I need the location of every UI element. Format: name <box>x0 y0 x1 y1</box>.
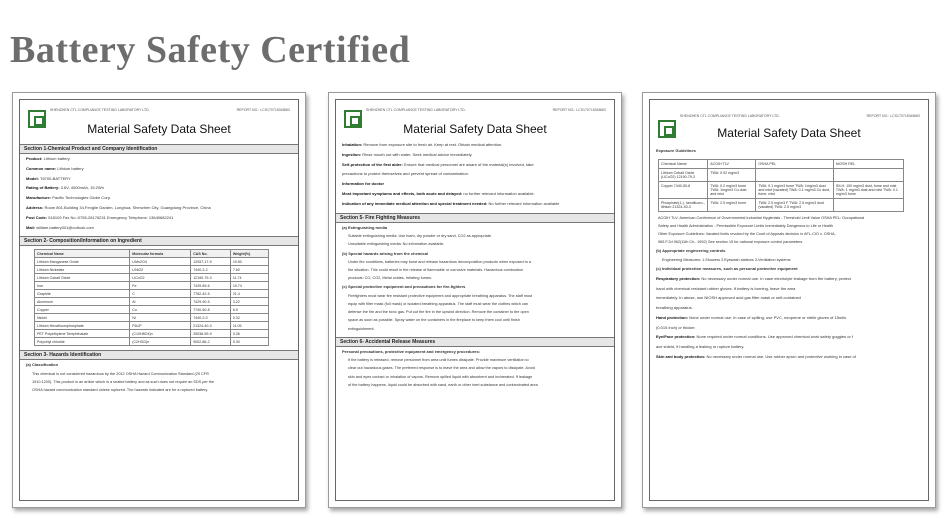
field-value: no further relevant information available. <box>463 190 535 196</box>
table-cell: Copper <box>35 306 130 314</box>
company-field <box>20 223 298 233</box>
exposure-note: 965 F.2d 962(11th Cir., 1992) See section 15 for national exposure control parameters <box>658 239 803 244</box>
table-cell: 6.5 <box>230 306 268 314</box>
table-cell <box>756 168 834 181</box>
subsection-text: Under fire conditions, batteries may burst and release hazardous decomposition products when exposed to a <box>348 260 531 265</box>
exposure-note: ACGIH TLV: American Conference of Governmental Industrial Hygienists - Threshold Limit Value OSHA PEL: Occupational <box>658 215 865 220</box>
table-row <box>35 266 269 274</box>
field-label: Skin and body protection: <box>656 354 707 360</box>
table-cell: TWA: 0.2 mg/m3 fume TWA: 1mg/m3 Cu dust and mist <box>708 181 756 198</box>
section-2-heading: Section 2- Composition/Information on Ingredient <box>20 236 298 246</box>
table-cell: 12190-79-3 <box>191 274 231 282</box>
field-value: None under normal use. In case of spilling, use PVC, neoprene or nitrile gloves of 15mils <box>689 314 847 320</box>
protection-field <box>650 352 928 362</box>
field-label: Product: <box>26 156 44 161</box>
lab-name: SHENZHEN CTL COMPLIANCE TESTING LABORATORY LTD. <box>680 114 780 118</box>
field-label: Common name: <box>26 165 58 171</box>
subsection-text: space as soon as possible. Spray water on the containers in the fireplace to keep them cool until finish <box>348 318 520 323</box>
section-1-heading: Section 1-Chemical Product and Company Identification <box>20 144 298 154</box>
table-header: Molecular formula <box>130 250 191 258</box>
table-row <box>35 282 269 290</box>
release-text: clear out hazardous gases. The preferred response is to leave the area and allow the vapors to dissipate. Avoid <box>348 366 535 371</box>
engineering-measures: Engineering Measures: 1.Showers 2.Eyewash stations 3.Ventilation systems <box>662 257 791 262</box>
table-cell: Lithium Nickelate <box>35 266 130 274</box>
company-field <box>20 213 298 223</box>
company-field <box>20 154 298 164</box>
msds-sheet-2 <box>328 92 622 508</box>
classification-heading: (a) Classification <box>26 362 59 368</box>
exposure-note: Other Exposure Guidelines: Vacated limits revoked by the Court of Appeals decision in AFL-CIO v. OSHA, <box>658 231 836 236</box>
protection-field <box>650 293 928 303</box>
table-cell: Graphite <box>35 290 130 298</box>
first-aid-field <box>336 140 614 150</box>
table-row <box>35 290 269 298</box>
table-header: Weight(%) <box>230 250 268 258</box>
table-cell <box>833 168 903 181</box>
field-value: breathing apparatus. <box>656 305 693 311</box>
table-cell: 7.60 <box>230 266 268 274</box>
composition-table <box>34 249 269 346</box>
protection-field <box>650 313 928 323</box>
table-cell: 19.50 <box>230 258 268 266</box>
table-cell: Fe <box>130 282 191 290</box>
field-label: Self-protection of the first aider: <box>342 161 405 167</box>
subsection-text: defense the fire and the toxic gas. Put out the fire in the upwind direction. Remove the container to the open <box>348 310 529 315</box>
protection-field <box>650 323 928 333</box>
table-row <box>35 338 269 346</box>
table-row <box>659 198 904 211</box>
table-cell: 11.05 <box>230 322 268 330</box>
table-cell: 7439-89-6 <box>191 282 231 290</box>
section-6-subheading: Personal precautions, protective equipment and emergency procedures: <box>342 348 481 354</box>
field-value: Remove from exposure site to fresh air. Keep at rest. Obtain medical attention. <box>363 142 503 147</box>
lab-name: SHENZHEN CTL COMPLIANCE TESTING LABORATORY LTD. <box>366 108 466 112</box>
first-aid-field <box>336 189 614 199</box>
msds-sheet-1 <box>12 92 306 508</box>
report-number: REPORT NO.: LCS170715045MD <box>236 108 290 112</box>
report-number: REPORT NO.: LCS170715045MD <box>552 108 606 112</box>
field-value: william.battery001@outlook.com <box>36 224 94 230</box>
protection-field <box>650 342 928 352</box>
protection-field <box>650 332 928 342</box>
lab-name: SHENZHEN CTL COMPLIANCE TESTING LABORATORY LTD. <box>50 108 150 112</box>
table-header: NIOSH REL <box>833 159 903 168</box>
table-cell: 7429-90-5 <box>191 298 231 306</box>
report-number: REPORT NO.: LCS170715045MD <box>866 114 920 118</box>
field-label: Hand protection: <box>656 314 690 320</box>
table-cell: 0.26 <box>230 330 268 338</box>
sheet-title: Material Safety Data Sheet <box>717 126 861 140</box>
company-field <box>20 193 298 203</box>
table-row <box>659 168 904 181</box>
table-cell: Copper 7440-50-8 <box>659 181 708 198</box>
table-cell: 25038-59-9 <box>191 330 231 338</box>
first-aid-field <box>336 199 614 209</box>
individual-protection-heading: (c) Individual protection measures, such as personal protective equipment <box>656 265 798 271</box>
table-cell: 7740-50-8 <box>191 306 231 314</box>
field-label: Address: <box>26 204 45 210</box>
table-cell: Lithium Manganese Oxide <box>35 258 130 266</box>
table-cell: Iron <box>35 282 130 290</box>
release-text: skin and eyes contact or inhalation of vapors. Remove spilled liquid with absorbent and incinerated. If leakage <box>348 374 533 379</box>
table-row <box>35 306 269 314</box>
subsection-text: equip with filter mask (full mask) or isolated breathing apparatus. The staff must wear the clothes which can <box>348 302 529 307</box>
subsection-text: Suitable extinguishing media: Use foam, dry powder or dry sand, CO2 as appropriate. <box>348 234 492 239</box>
field-value: ace shield, if handling a leaking or rupture battery. <box>656 344 745 350</box>
page-title: Battery Safety Certified <box>10 29 411 71</box>
table-cell: Aluminum <box>35 298 130 306</box>
section-3-heading: Section 3- Hazards Identification <box>20 350 298 360</box>
table-cell: Polyvinyl chloride <box>35 338 130 346</box>
subsection-text: fire situation. This could result in the release of flammable or corrosive materials. Hazardous combustion <box>348 268 524 273</box>
table-cell: 19.74 <box>230 282 268 290</box>
table-cell: 9002-86-2 <box>191 338 231 346</box>
protection-field <box>650 284 928 294</box>
table-header: OSHA PEL <box>756 159 834 168</box>
subsection-heading: (a) Extinguishing media <box>342 224 388 230</box>
table-row <box>35 298 269 306</box>
field-label: Post Code: <box>26 214 49 220</box>
exposure-heading: Exposure Guidelines <box>656 148 696 153</box>
table-header: CAS No. <box>191 250 231 258</box>
company-field <box>20 183 298 193</box>
field-label: Most important symptoms and effects, both acute and delayed: <box>342 190 464 196</box>
company-field <box>20 164 298 174</box>
table-cell <box>833 198 903 211</box>
table-cell: 7440-3-2 <box>191 266 231 274</box>
field-value: None required under normal conditions. Use approved chemical work safety goggles or f <box>696 334 853 340</box>
field-value: 518109 Fax No.:0755-28176231 Emergency Telephone: 13640682241 <box>48 214 174 220</box>
field-label: Respiratory protection: <box>656 275 702 281</box>
field-label: Mail: <box>26 224 37 230</box>
field-value: No necessary under normal use. In case electrolyte leakage from the battery, protect <box>701 275 851 281</box>
table-row <box>35 322 269 330</box>
table-cell: TWA: 2.5 mg/m3 fume <box>708 198 756 211</box>
table-cell: LiCoO2 <box>130 274 191 282</box>
first-aid-field <box>336 179 614 189</box>
section-5-heading: Section 5- Fire Fighting Measures <box>336 213 614 223</box>
table-cell: 0.30 <box>230 338 268 346</box>
table-cell: Cu <box>130 306 191 314</box>
table-row <box>35 330 269 338</box>
table-cell: 3.22 <box>230 298 268 306</box>
exposure-note: Safety and Health Administration - Permissible Exposure Limits Immediately Dangerous to Life or Health <box>658 223 834 228</box>
table-cell: 11.74 <box>230 274 268 282</box>
protection-field <box>650 274 928 284</box>
field-value: Ensure that medical personnel are aware of the material(s) involved, take <box>404 161 534 167</box>
table-cell: (C10H8O4)n <box>130 330 191 338</box>
field-value: 3.6V, 4000mAh, 15.2Wh <box>60 185 104 191</box>
sheet-title: Material Safety Data Sheet <box>403 122 547 136</box>
sheet-title: Material Safety Data Sheet <box>87 122 231 136</box>
field-value: (0.015 inch) or thicker. <box>656 324 696 330</box>
field-label: Rating of Battery: <box>26 185 61 191</box>
field-label: Manufacture: <box>26 195 53 201</box>
table-cell: LiMn2O4 <box>130 258 191 266</box>
field-value: Pacific Technologies Globe Corp. <box>52 195 112 201</box>
table-row <box>35 274 269 282</box>
first-aid-field <box>336 169 614 179</box>
table-cell: IDLH: 100 mg/m3 dust, fume and mist TWA: 1 mg/m3 dust and mist TWA: 0.1 mg/m3 fume <box>833 181 903 198</box>
subsection-text: products: CO, CO2, Metal oxides, Irritating fumes. <box>348 276 432 281</box>
field-value: No necessary under normal use. Use rubber apron and protective working in case of <box>706 354 856 360</box>
field-value: Lithium battery <box>43 156 70 161</box>
company-field <box>20 203 298 213</box>
field-label: Indication of any immediate medical attention and special treatment needed: <box>342 200 489 206</box>
protection-field <box>650 303 928 313</box>
engineering-heading: (b) Appropriate engineering controls <box>656 248 726 254</box>
table-cell: TWA: 2.5 mg/m3 F TWA: 2.5 mg/m3 dust (vacated) TWA: 2.5 mg/m3 <box>756 198 834 211</box>
table-cell: 21324-40-3 <box>191 322 231 330</box>
field-value: hand with chemical resistant rubber gloves. If battery is burning, leave the area <box>656 285 796 291</box>
table-cell: TWA: 0.02 mg/m3 <box>708 168 756 181</box>
table-cell: Lithium Cobalt Oxide (LiCoO2) 12190-79-3 <box>659 168 708 181</box>
table-cell: Ni <box>130 314 191 322</box>
field-value: precautions to protect themselves and prevent spread of contamination. <box>342 171 469 177</box>
field-label: Inhalation: <box>342 142 364 147</box>
first-aid-field <box>336 150 614 160</box>
table-cell: F6LiP <box>130 322 191 330</box>
hazard-text: 1910.1200). This product is an article which is a sealed battery and as such does not require an SDS per the <box>32 380 215 385</box>
table-row <box>35 258 269 266</box>
msds-sheet-3 <box>642 92 936 508</box>
table-row <box>35 314 269 322</box>
first-aid-field <box>336 160 614 170</box>
subsection-text: extinguishment. <box>348 326 375 331</box>
field-label: Eye/Face protection: <box>656 334 697 340</box>
table-header: ACGIH TLV <box>708 159 756 168</box>
table-cell: (C2H3Cl)n <box>130 338 191 346</box>
field-label: Information for doctor <box>342 181 384 187</box>
release-text: of the battery happens, liquid could be absorbed with sand, earth or other inert substance and contaminated area <box>348 382 538 387</box>
field-value: T6700-BATTERY <box>40 175 71 181</box>
table-row <box>659 181 904 198</box>
table-cell: Lithium Cobalt Oxide <box>35 274 130 282</box>
table-cell: Lithium Hexafluorophosphate <box>35 322 130 330</box>
table-cell: TWA: 0.1 mg/m3 fume TWA: 1mg/m3 dust and mist (vacated) TWA: 0.1 mg/m3 Cu dust, fume, mist <box>756 181 834 198</box>
table-cell: Al <box>130 298 191 306</box>
field-label: Ingestion: <box>342 151 363 157</box>
hazard-text: OSHA hazard communication standard unless ruptured. The hazards indicated are for a ruptured battery. <box>32 388 209 393</box>
field-value: immediately. In abuse, use NIOSH approved acid gas filter mask or self-contained <box>656 295 801 301</box>
exposure-table <box>658 159 904 212</box>
table-cell: 0.32 <box>230 314 268 322</box>
field-value: No further relevant information available <box>488 200 560 206</box>
table-cell: 7782-42-5 <box>191 290 231 298</box>
field-label: Model: <box>26 175 40 181</box>
table-header: Chemical Name <box>35 250 130 258</box>
table-cell: 7440-2-0 <box>191 314 231 322</box>
company-field <box>20 174 298 184</box>
release-text: If the battery is released, remove personnel from area until fumes dissipate. Provide maximum ventilation to <box>348 358 529 363</box>
table-cell: PET Polyethylene Terephthalate <box>35 330 130 338</box>
field-value: Room 801,Building 34,Fenglie Garden, Longhua, Shenzhen City, Guangdong Province, China <box>44 204 211 210</box>
table-cell: C <box>130 290 191 298</box>
subsection-text: Unsuitable extinguishing media: No information available. <box>348 242 445 247</box>
field-value: Lithium battery <box>57 165 84 171</box>
subsection-heading: (c) Special protective equipment and precautions for fire-fighters <box>342 284 466 290</box>
subsection-heading: (b) Special hazards arising from the chemical <box>342 250 429 256</box>
table-header: Chemical Name <box>659 159 708 168</box>
field-value: Rinse mouth out with water. Seek medical advice immediately. <box>362 151 473 157</box>
table-cell: LiNiO2 <box>130 266 191 274</box>
subsection-text: Firefighters must wear fire resistant protective equipment and appropriate breathing apparatus. The staff must <box>348 294 533 299</box>
section-6-heading: Section 6- Accidental Release Measures <box>336 337 614 347</box>
table-cell: Phosphate(1-), hexafluoro-, lithium 21324-40-3 <box>659 198 708 211</box>
table-cell: 21.4 <box>230 290 268 298</box>
hazard-text: This chemical is not considered hazardous by the 2012 OSHA Hazard Communication Standard (29 CFR <box>32 372 209 377</box>
table-cell: 12057-17-9 <box>191 258 231 266</box>
table-cell: Nickel <box>35 314 130 322</box>
